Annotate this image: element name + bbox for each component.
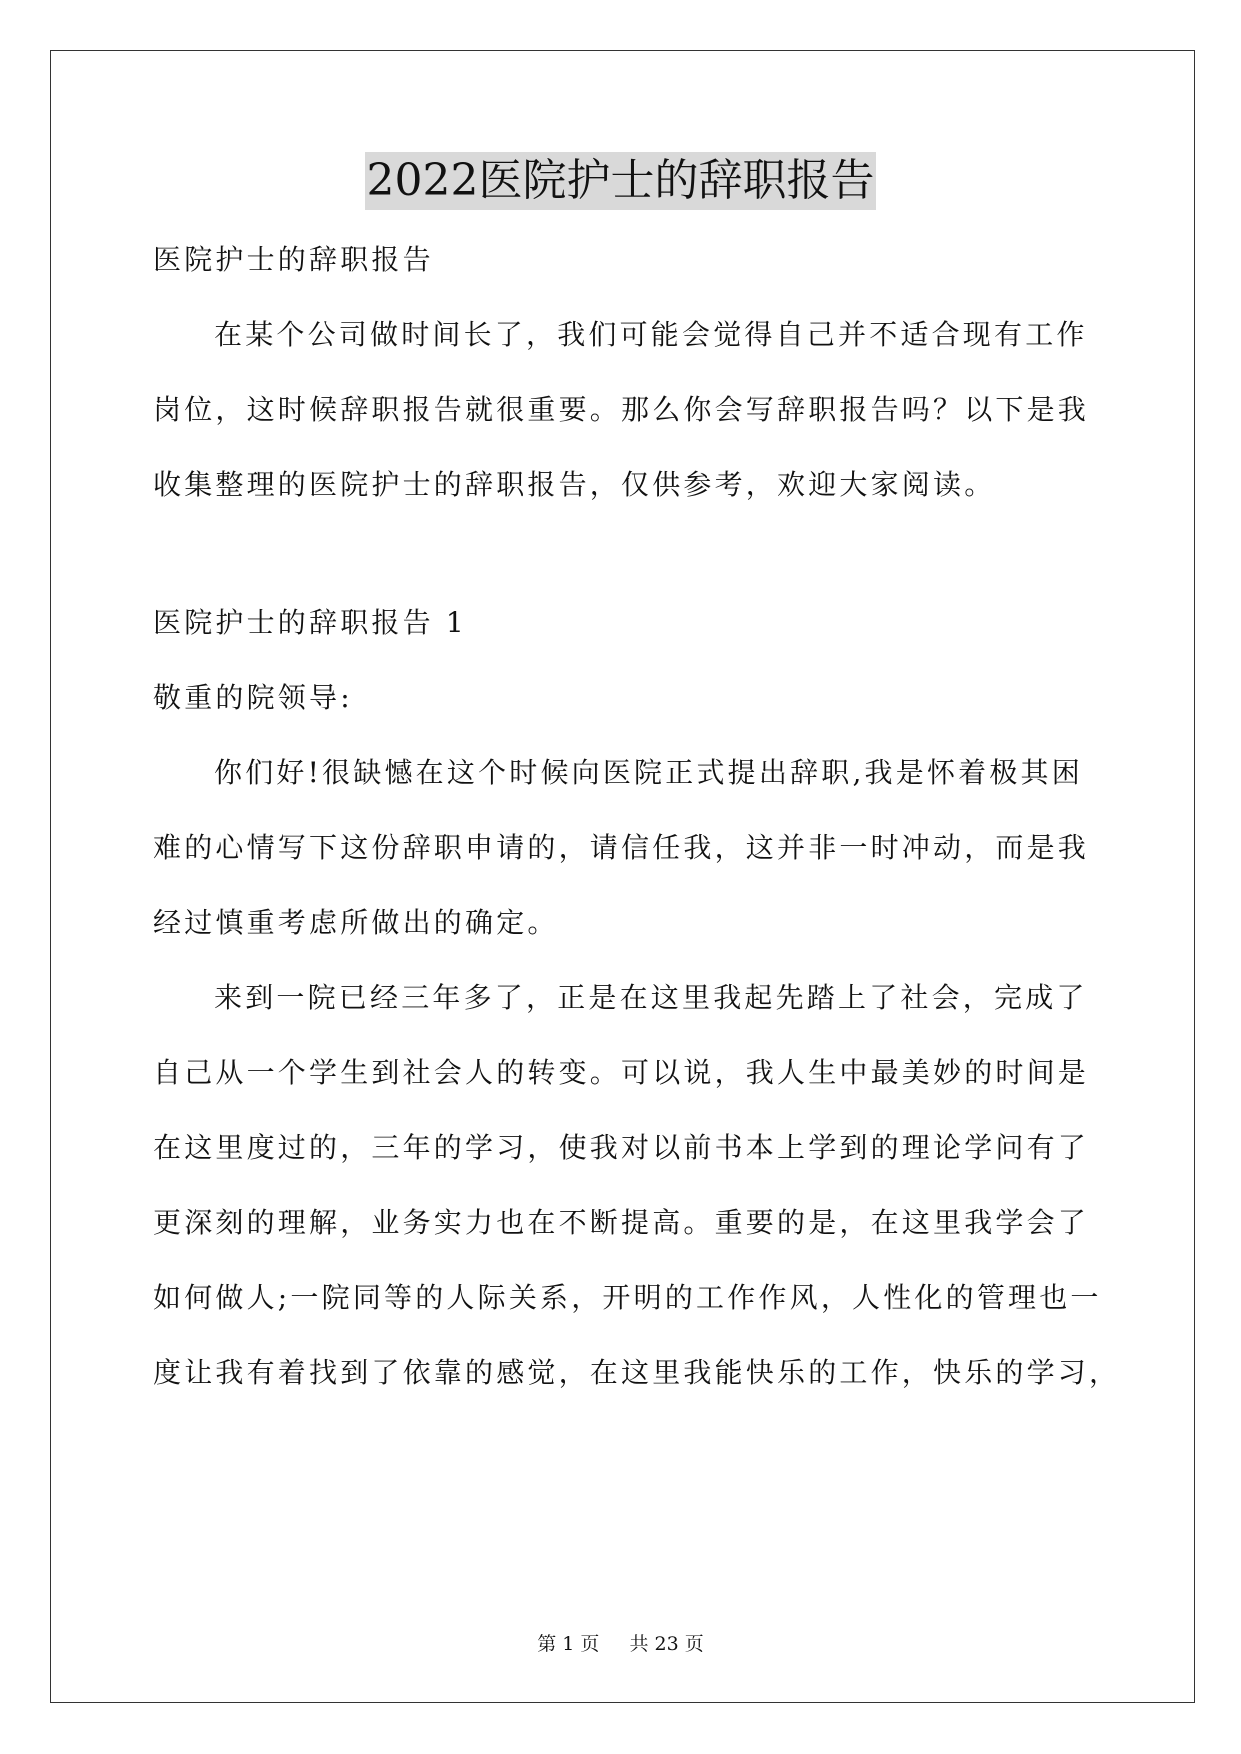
body-line: 难的心情写下这份辞职申请的，请信任我，这并非一时冲动，而是我 (153, 831, 1090, 864)
page-footer (0, 1632, 1241, 1656)
page-number: 第 1 页 (537, 1633, 600, 1655)
title-wrap (0, 152, 1241, 210)
body-line: 来到一院已经三年多了，正是在这里我起先踏上了社会，完成了 (214, 981, 1088, 1014)
body-line: 你们好!很缺憾在这个时候向医院正式提出辞职,我是怀着极其困 (214, 756, 1083, 789)
document-title: 2022医院护士的辞职报告 (365, 152, 877, 210)
subtitle-line: 医院护士的辞职报告 (153, 243, 434, 276)
body-line: 收集整理的医院护士的辞职报告，仅供参考，欢迎大家阅读。 (153, 468, 996, 501)
body-line: 自己从一个学生到社会人的转变。可以说，我人生中最美妙的时间是 (153, 1056, 1090, 1089)
section-heading: 医院护士的辞职报告 1 (153, 606, 467, 639)
page-total: 共 23 页 (629, 1633, 704, 1655)
body-line: 在这里度过的，三年的学习，使我对以前书本上学到的理论学问有了 (153, 1131, 1090, 1164)
page-border (50, 50, 1195, 1703)
body-line: 在某个公司做时间长了，我们可能会觉得自己并不适合现有工作 (214, 318, 1088, 351)
salutation-line: 敬重的院领导: (153, 681, 353, 714)
body-line: 如何做人;一院同等的人际关系，开明的工作作风，人性化的管理也一 (153, 1281, 1102, 1314)
body-line: 度让我有着找到了依靠的感觉，在这里我能快乐的工作，快乐的学习， (153, 1356, 1121, 1389)
body-line: 更深刻的理解，业务实力也在不断提高。重要的是，在这里我学会了 (153, 1206, 1090, 1239)
body-line: 岗位，这时候辞职报告就很重要。那么你会写辞职报告吗？以下是我 (153, 393, 1090, 426)
body-line: 经过慎重考虑所做出的确定。 (153, 906, 559, 939)
